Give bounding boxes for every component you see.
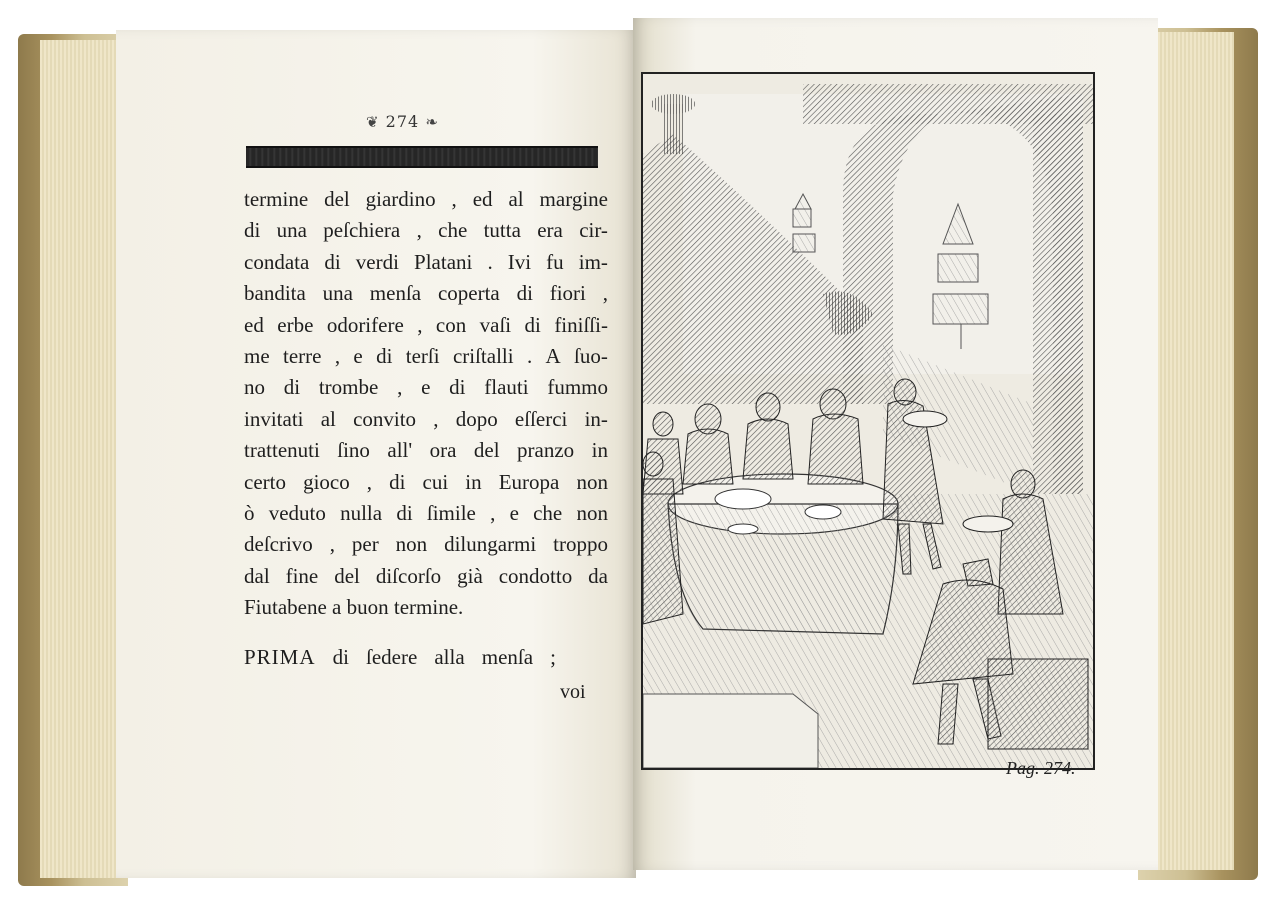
word: me [244, 344, 270, 369]
page-header [366, 112, 439, 131]
word: ed [472, 187, 493, 211]
word: del [334, 563, 360, 588]
text-line [244, 561, 608, 592]
word: già [457, 563, 483, 588]
word: , [451, 187, 457, 211]
word: cui [422, 469, 449, 494]
engraving-illustration [643, 74, 1093, 768]
word: era [537, 218, 563, 243]
word: . [487, 249, 493, 274]
word: PRIMA [244, 644, 316, 669]
word: di [389, 469, 406, 494]
word: di [283, 375, 301, 400]
word: ſedere [366, 644, 418, 669]
word: , [490, 501, 496, 526]
word: al [320, 406, 336, 431]
word: Ivi [507, 249, 532, 274]
plate-caption: Pag. 274. [1006, 758, 1076, 778]
text-line [244, 310, 608, 341]
word: , [366, 469, 373, 494]
word: finiſſi- [554, 312, 608, 337]
word: di [524, 312, 541, 337]
text-line [244, 529, 608, 560]
text-line [244, 215, 608, 246]
word: per [351, 532, 379, 557]
word: A [545, 344, 561, 369]
word: terſi [405, 344, 440, 369]
word: troppo [553, 532, 608, 557]
word: diſcorſo [375, 563, 442, 588]
catchword: voi [560, 681, 586, 703]
word: deſcrivo [244, 532, 313, 557]
word: di [244, 218, 261, 243]
word: im- [578, 249, 608, 274]
word: . [526, 344, 533, 369]
word: del [473, 438, 500, 463]
word: vaſi [479, 312, 512, 337]
word: pranzo [517, 438, 575, 463]
fleuron-left-icon: ❦ [366, 113, 380, 131]
word: ſino [337, 438, 370, 463]
word: certo [244, 469, 286, 494]
fleuron-right-icon: ❧ [425, 113, 439, 131]
word: una [322, 281, 353, 306]
word: coperta [437, 281, 500, 306]
word: , [416, 218, 422, 243]
text-line [244, 341, 608, 372]
word: di [516, 281, 533, 306]
word: flauti [484, 375, 529, 400]
word: Platani [414, 249, 473, 274]
word: veduto [268, 501, 326, 526]
body-text [244, 184, 608, 673]
word: e [421, 375, 431, 400]
word: , [329, 532, 335, 557]
word: fiori [549, 281, 586, 306]
word: dopo [455, 406, 498, 431]
word: che [533, 501, 563, 526]
word: menſa [481, 644, 534, 669]
word: e [509, 501, 519, 526]
word: convito [353, 406, 417, 431]
page-number: 274 [385, 112, 420, 131]
word: fu [546, 249, 564, 274]
word: Europa [498, 469, 560, 494]
word: peſchiera [323, 218, 401, 243]
word: che [438, 218, 468, 243]
word: fummo [547, 375, 608, 400]
paragraph-gap [244, 624, 608, 642]
word: di [324, 249, 341, 274]
word: dal [244, 563, 270, 588]
word: all' [387, 438, 413, 463]
word: bandita [244, 281, 306, 306]
word: in [465, 469, 482, 494]
word: e [353, 344, 363, 369]
word: in [591, 438, 608, 463]
word: di [376, 344, 393, 369]
word: non [395, 532, 428, 557]
word: dilungarmi [444, 532, 537, 557]
word: eſſerci [514, 406, 568, 431]
word: di [449, 375, 466, 400]
word: odorifere [326, 312, 404, 337]
word: cir- [579, 218, 608, 243]
word: in- [584, 406, 608, 431]
word: trattenuti [244, 438, 320, 463]
word: non [576, 469, 608, 494]
word: tutta [483, 218, 521, 243]
text-line [244, 435, 608, 466]
word: verdi [355, 249, 399, 274]
word: del [324, 187, 350, 211]
word: menſa [369, 281, 422, 306]
text-line [244, 498, 608, 529]
word: alla [434, 644, 465, 669]
word: condotto [498, 563, 573, 588]
word: , [334, 344, 341, 369]
text-line [244, 184, 608, 215]
text-line [244, 467, 608, 498]
word: , [602, 281, 608, 306]
word: gioco [303, 469, 350, 494]
word: al [508, 187, 524, 211]
text-line [244, 278, 608, 309]
word: fine [285, 563, 319, 588]
word: no [244, 375, 265, 400]
word: Fiutabene a buon termine. [244, 595, 464, 620]
word: da [588, 563, 608, 588]
word: margine [539, 187, 608, 211]
heading-rule [246, 146, 598, 168]
word: , [397, 375, 403, 400]
word: ora [429, 438, 457, 463]
engraving-plate [641, 72, 1095, 770]
word: termine [244, 187, 309, 211]
text-line [244, 592, 608, 623]
word: di [396, 501, 413, 526]
word: , [433, 406, 439, 431]
word: con [435, 312, 467, 337]
text-line [244, 247, 608, 278]
word: ; [550, 644, 556, 669]
word: una [276, 218, 307, 243]
word: ſimile [426, 501, 476, 526]
word: ò [244, 501, 255, 526]
word: ed [244, 312, 264, 337]
word: erbe [277, 312, 314, 337]
word: di [332, 644, 349, 669]
word: condata [244, 249, 310, 274]
text-line [244, 372, 608, 403]
word: ſuo- [574, 344, 608, 369]
word: trombe [318, 375, 379, 400]
word: invitati [244, 406, 304, 431]
word: terre [283, 344, 322, 369]
word: , [417, 312, 423, 337]
word: giardino [365, 187, 436, 211]
open-book [18, 18, 1258, 886]
text-line [244, 642, 556, 673]
text-line [244, 404, 608, 435]
word: non [576, 501, 608, 526]
word: criſtalli [452, 344, 514, 369]
word: nulla [340, 501, 383, 526]
